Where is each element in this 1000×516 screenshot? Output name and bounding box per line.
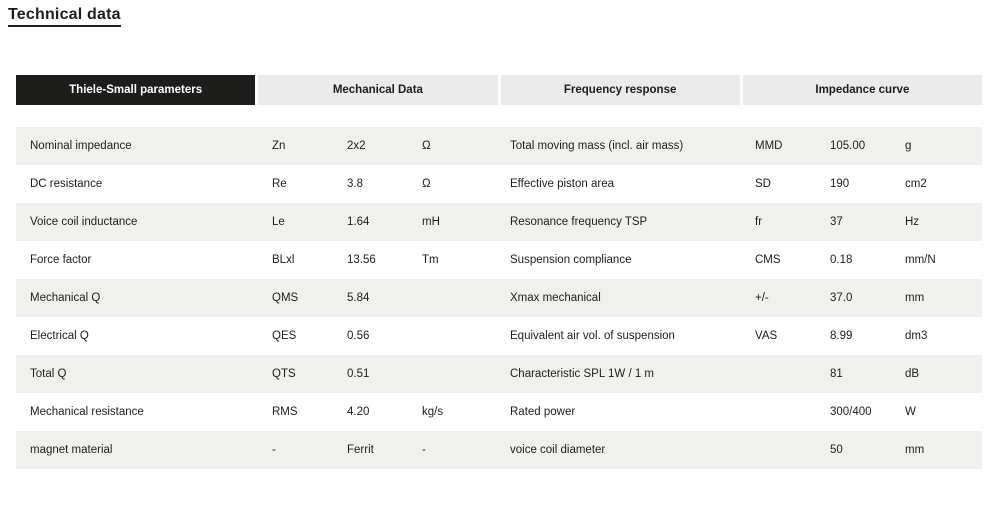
param-unit: Ω [422, 140, 431, 152]
param-symbol: SD [755, 178, 771, 190]
param-label: DC resistance [30, 178, 103, 190]
param-unit: mH [422, 216, 440, 228]
param-unit: g [905, 140, 912, 152]
param-value: 105.00 [830, 140, 866, 152]
table-row [16, 203, 982, 241]
param-label: Xmax mechanical [510, 292, 601, 304]
param-symbol: BLxl [272, 254, 295, 266]
tab-mechanical-data[interactable] [258, 75, 497, 105]
param-label: Mechanical Q [30, 292, 101, 304]
param-label: Nominal impedance [30, 140, 132, 152]
param-label: magnet material [30, 444, 113, 456]
param-symbol: Le [272, 216, 285, 228]
param-label: voice coil diameter [510, 444, 606, 456]
param-value: 0.18 [830, 254, 853, 266]
param-label: Total Q [30, 368, 67, 380]
table-row [16, 393, 982, 431]
param-label: Mechanical resistance [30, 406, 144, 418]
param-value: Ferrit [347, 444, 374, 456]
param-value: 5.84 [347, 292, 370, 304]
table-row [16, 317, 982, 355]
param-value: 190 [830, 178, 850, 190]
table-row [16, 431, 982, 469]
param-symbol: VAS [755, 330, 778, 342]
param-label: Resonance frequency TSP [510, 216, 648, 228]
param-value: 81 [830, 368, 843, 380]
table-row [16, 355, 982, 393]
param-label: Voice coil inductance [30, 216, 138, 228]
param-label: Rated power [510, 406, 576, 418]
param-value: 37 [830, 216, 843, 228]
table-row [16, 127, 982, 165]
param-symbol: Zn [272, 140, 286, 152]
param-unit: Hz [905, 216, 920, 228]
param-value: 37.0 [830, 292, 853, 304]
param-value: 4.20 [347, 406, 370, 418]
param-symbol: RMS [272, 406, 298, 418]
param-symbol: fr [755, 216, 763, 228]
param-label: Effective piston area [510, 178, 614, 190]
param-label: Equivalent air vol. of suspension [510, 330, 675, 342]
param-symbol: - [272, 444, 276, 456]
param-value: 50 [830, 444, 843, 456]
parameters-table [16, 127, 982, 469]
param-symbol: MMD [755, 140, 783, 152]
tab-bar [16, 75, 982, 105]
param-label: Suspension compliance [510, 254, 632, 266]
param-symbol: +/- [755, 292, 769, 304]
param-unit: - [422, 444, 426, 456]
param-unit: mm [905, 292, 925, 304]
table-row [16, 279, 982, 317]
tab-label: Thiele-Small parameters [69, 84, 203, 96]
param-label: Characteristic SPL 1W / 1 m [510, 368, 655, 380]
tab-thiele-small-parameters[interactable] [16, 75, 255, 105]
param-symbol: Re [272, 178, 287, 190]
param-value: 3.8 [347, 178, 363, 190]
param-unit: Ω [422, 178, 431, 190]
param-unit: Tm [422, 254, 439, 266]
param-label: Force factor [30, 254, 92, 266]
tab-label: Frequency response [563, 84, 677, 96]
tab-frequency-response[interactable] [501, 75, 740, 105]
param-label: Total moving mass (incl. air mass) [510, 140, 684, 152]
param-unit: cm2 [905, 178, 927, 190]
param-unit: mm [905, 444, 925, 456]
tab-label: Mechanical Data [332, 84, 423, 96]
table-row [16, 241, 982, 279]
param-unit: dB [905, 368, 920, 380]
param-unit: mm/N [905, 254, 936, 266]
tab-impedance-curve[interactable] [743, 75, 982, 105]
param-value: 1.64 [347, 216, 370, 228]
param-unit: kg/s [422, 406, 444, 418]
param-value: 8.99 [830, 330, 853, 342]
tab-label: Impedance curve [815, 84, 910, 96]
param-value: 2x2 [347, 140, 366, 152]
param-unit: W [905, 406, 916, 418]
param-value: 0.51 [347, 368, 370, 380]
param-value: 300/400 [830, 406, 872, 418]
param-symbol: QES [272, 330, 297, 342]
param-label: Electrical Q [30, 330, 89, 342]
table-row [16, 165, 982, 203]
param-value: 0.56 [347, 330, 370, 342]
page-title: Technical data [8, 6, 121, 27]
param-value: 13.56 [347, 254, 376, 266]
param-unit: dm3 [905, 330, 928, 342]
param-symbol: QMS [272, 292, 299, 304]
param-symbol: QTS [272, 368, 296, 380]
param-symbol: CMS [755, 254, 781, 266]
